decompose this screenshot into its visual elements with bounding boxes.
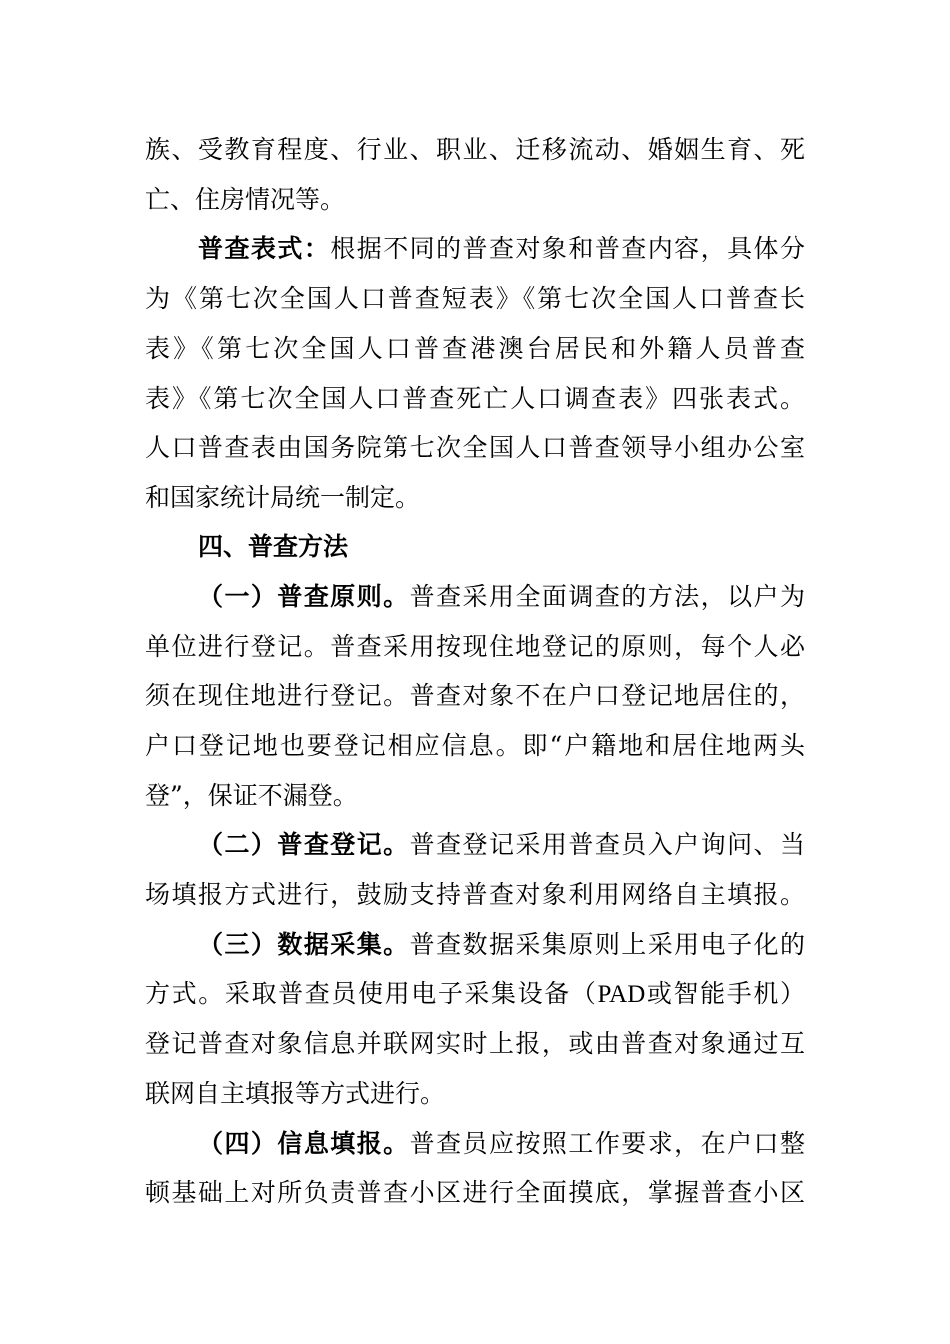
body-line-with-pad [145, 974, 805, 1014]
body-text: 普查采用全面调查的方法，以户为 [409, 582, 805, 611]
body-line: 登记普查对象信息并联网实时上报，或由普查对象通过互 [145, 1029, 805, 1058]
item3-label: （三）数据采集。 [198, 930, 410, 959]
body-text: 根据不同的普查对象和普查内容，具体分 [330, 234, 805, 263]
item1-label: （一）普查原则。 [198, 582, 410, 611]
body-text: 或智能手机） [645, 979, 805, 1008]
body-line: 人口普查表由国务院第七次全国人口普查领导小组办公室 [145, 433, 805, 462]
paragraph-item2-lead [198, 825, 805, 865]
body-line: 和国家统计局统一制定。 [145, 483, 421, 512]
pad-term: PAD [597, 981, 646, 1008]
body-line: 表》《第七次全国人口普查港澳台居民和外籍人员普查 [145, 334, 805, 363]
body-line: 登”，保证不漏登。 [145, 781, 358, 810]
item2-label: （二）普查登记。 [198, 830, 410, 859]
body-text: 普查数据采集原则上采用电子化的 [409, 930, 805, 959]
body-text: 方式。采取普查员使用电子采集设备（ [145, 979, 598, 1008]
body-text: 普查员应按照工作要求，在户口整 [409, 1129, 805, 1158]
form-label: 普查表式： [198, 234, 331, 263]
paragraph-item3-lead [198, 925, 805, 965]
body-line: 须在现住地进行登记。普查对象不在户口登记地居住的， [145, 681, 805, 710]
section-heading: 四、普查方法 [198, 532, 349, 561]
paragraph-item4-lead [198, 1124, 805, 1164]
body-line: 单位进行登记。普查采用按现住地登记的原则，每个人必 [145, 632, 805, 661]
body-line: 亡、住房情况等。 [145, 185, 346, 214]
body-line: 为《第七次全国人口普查短表》《第七次全国人口普查长 [145, 284, 805, 313]
paragraph-census-forms-lead [198, 229, 805, 269]
paragraph-item1-lead [198, 577, 805, 617]
body-text: 普查登记采用普查员入户询问、当 [409, 830, 805, 859]
body-line: 联网自主填报等方式进行。 [145, 1079, 446, 1108]
body-line: 场填报方式进行，鼓励支持普查对象利用网络自主填报。 [145, 880, 805, 909]
body-line: 顿基础上对所负责普查小区进行全面摸底，掌握普查小区 [145, 1178, 805, 1207]
item4-label: （四）信息填报。 [198, 1129, 410, 1158]
body-line: 族、受教育程度、行业、职业、迁移流动、婚姻生育、死 [145, 135, 805, 164]
body-line: 表》《第七次全国人口普查死亡人口调查表》四张表式。 [145, 384, 805, 413]
body-line: 户口登记地也要登记相应信息。即“户籍地和居住地两头 [145, 731, 805, 760]
